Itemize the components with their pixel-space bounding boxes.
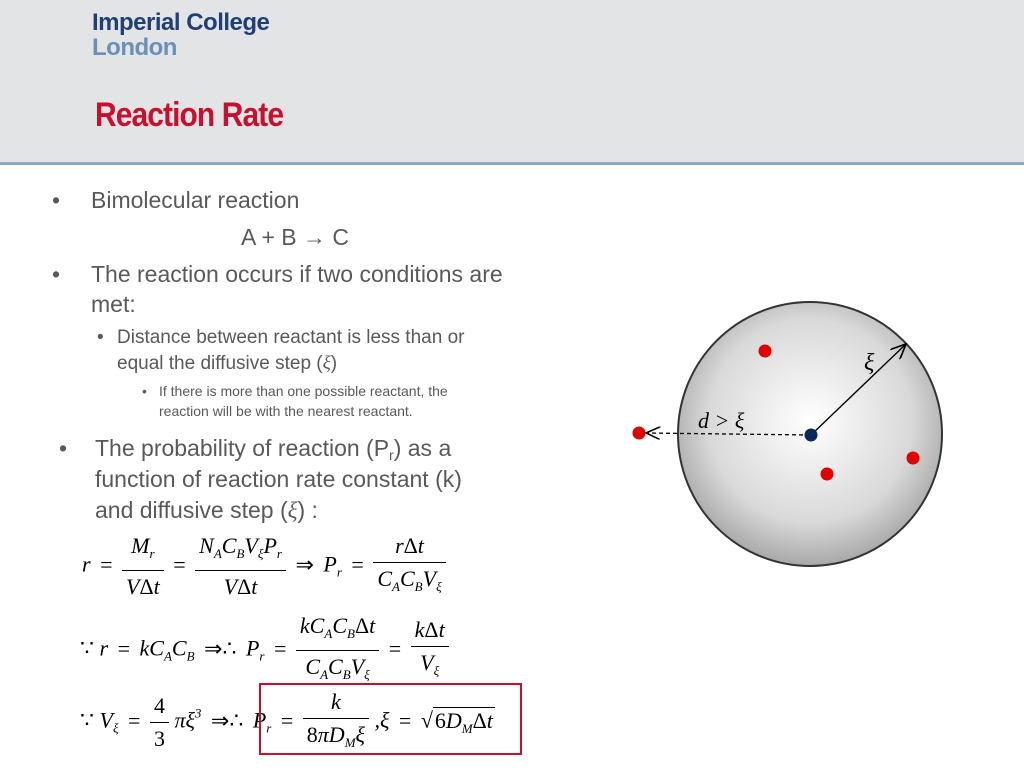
diffusion-sphere-diagram <box>620 300 960 590</box>
subsubbullet-nearest-line2: reaction will be with the nearest reactant. <box>159 403 413 419</box>
equation-rate-law: ∵ $r = kC_AC_B$ ⇒∴ $P_r$ = $\frac{kC_AC_B\Delta t}{C_AC_BV_\xi}$ = $\frac{\text{kΔt}}{V_\xi}$ <box>80 612 449 689</box>
result-highlight-box <box>259 683 522 755</box>
reactant-dot <box>907 452 920 465</box>
logo-line1: Imperial College <box>92 9 270 36</box>
bullet-marker: • <box>59 435 68 461</box>
bullet-bimolecular: Bimolecular reaction <box>91 187 300 213</box>
equation-rate-definition: r = $\frac{M_r}{\text{VΔt}}$ = $\frac{N_AC_BV_\xi P_r}{\text{VΔt}}$ ⇒ $P_r$ = $\frac{\text{rΔt}}{C_AC_BV_\xi}$ <box>82 532 446 601</box>
equation-probability-result: ∵ $V_\xi$ = $\frac{4}{3}$ $\pi\xi^3$ ⇒∴ $P_r$ = $\frac{k}{8\pi D_M\xi}$ $,\xi = √6D_M\Delta t$ <box>80 689 493 751</box>
header-divider <box>0 162 1024 165</box>
subbullet-distance-line1: Distance between reactant is less than or <box>117 327 465 348</box>
xi-label: ξ <box>864 350 875 376</box>
slide-title: Reaction Rate <box>95 96 284 134</box>
bullet-conditions-line2: met: <box>91 291 136 317</box>
bullet-conditions-line1: The reaction occurs if two conditions are <box>91 261 503 287</box>
subsubbullet-marker: • <box>142 383 147 399</box>
bullet-marker: • <box>52 187 61 213</box>
bullet-probability-line1: The probability of reaction $(P_r)$ as a <box>95 435 452 463</box>
reactant-dot <box>633 427 646 440</box>
reactant-dot <box>759 345 772 358</box>
reaction-equation: A + B → C <box>241 224 350 250</box>
college-logo <box>92 10 269 60</box>
center-reactant-dot <box>805 429 818 442</box>
subbullet-marker: • <box>97 327 104 348</box>
subbullet-distance-line2: equal the diffusive step (ξ) <box>117 353 338 374</box>
bullet-marker: • <box>52 261 61 287</box>
subsubbullet-nearest-line1: If there is more than one possible reactant, the <box>159 383 448 399</box>
reactant-dot <box>821 468 834 481</box>
distance-label: d > ξ <box>698 408 745 433</box>
bullet-probability-line3: and diffusive step (ξ) : <box>95 497 318 523</box>
logo-line2: London <box>92 34 177 61</box>
bullet-probability-line2: function of reaction rate constant (k) <box>95 466 462 492</box>
